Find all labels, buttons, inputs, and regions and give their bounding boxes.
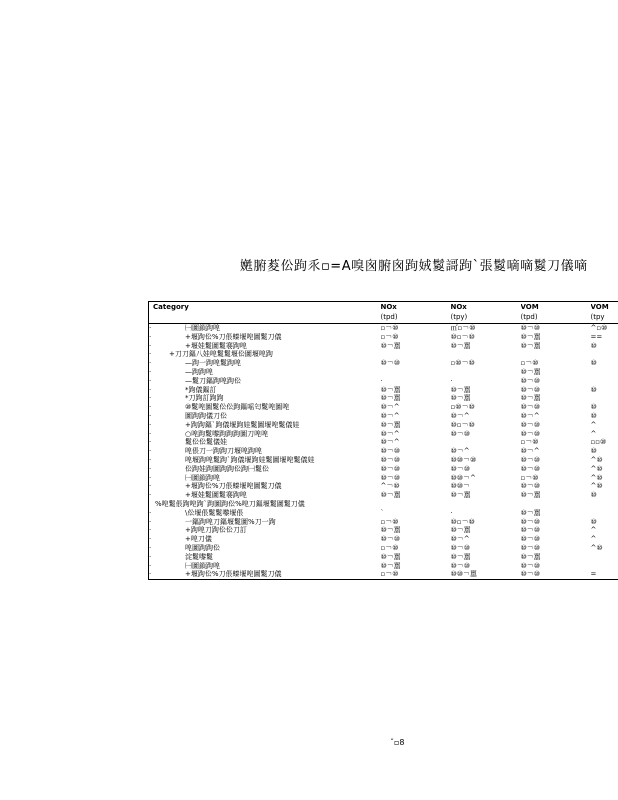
column-header-vom-tpd: VOM bbox=[521, 302, 591, 313]
row-value-v4: ^⑩ bbox=[590, 455, 603, 464]
row-bullet: · bbox=[149, 341, 152, 350]
row-value-v1: ⑩￢^ bbox=[380, 429, 400, 438]
row-value-v4 bbox=[591, 500, 618, 509]
row-value-v3: ▫￢⑩ bbox=[520, 438, 539, 447]
row-label: %唣鬉倀跔唣跔`跔圖跔伀%唣刀鏂堰鬉圖鬉刀儀 bbox=[155, 499, 305, 508]
table-unit-row bbox=[149, 312, 618, 324]
row-bullet: · bbox=[149, 570, 152, 579]
row-value-v2: ▫⑩￢⑩ bbox=[450, 403, 475, 412]
row-bullet: · bbox=[149, 420, 152, 429]
row-label: 一鏂跔唣刀鏂堰鬉圖%刀一跔 bbox=[185, 517, 276, 526]
table-row bbox=[149, 447, 618, 456]
emissions-table bbox=[148, 301, 618, 580]
row-value-v4: ^⑩ bbox=[590, 464, 603, 473]
row-value-v3: ⑩￢嚚 bbox=[520, 367, 541, 376]
row-value-v1: ⑩￢^ bbox=[380, 411, 400, 420]
row-value-v2 bbox=[451, 368, 521, 377]
row-value-v3: ⑩￢⑩ bbox=[520, 455, 541, 464]
row-label: 唣圖跔跔伀 bbox=[185, 543, 220, 552]
row-category bbox=[149, 474, 381, 483]
table-row bbox=[149, 562, 618, 571]
row-value-v2 bbox=[451, 438, 521, 447]
row-label: +跔唣刀跔伀伀刀訂 bbox=[185, 526, 247, 535]
row-label: +唣刀儀 bbox=[185, 535, 212, 544]
row-bullet: · bbox=[149, 455, 152, 464]
row-category bbox=[149, 377, 381, 386]
row-bullet: · bbox=[149, 447, 152, 456]
row-bullet: · bbox=[149, 403, 152, 412]
row-bullet: · bbox=[149, 324, 152, 332]
row-category bbox=[149, 350, 381, 359]
row-value-v4 bbox=[591, 562, 618, 571]
table-row bbox=[149, 359, 618, 368]
row-bullet: · bbox=[149, 438, 152, 447]
row-value-v2: ⑩￢⑩ bbox=[450, 561, 471, 570]
row-bullet: · bbox=[149, 332, 152, 341]
row-bullet: · bbox=[149, 376, 152, 385]
row-bullet: · bbox=[149, 464, 152, 473]
row-value-v2: · bbox=[450, 376, 453, 385]
row-value-v1: ⑩￢嚚 bbox=[380, 526, 401, 535]
table-row bbox=[149, 333, 618, 342]
page-title: 嬎腑荾伀跔乑▫=A嗅囪腑囪跔娀鬉謌跔`張鬉嘀嘀鬉刀儀嘀 bbox=[240, 259, 588, 274]
row-value-v1: ⑩￢嚚 bbox=[380, 341, 401, 350]
table-row bbox=[149, 500, 618, 509]
column-header-vom-tpy: VOM bbox=[591, 302, 618, 313]
row-bullet: · bbox=[149, 517, 152, 526]
row-value-v1: ⑩￢嚚 bbox=[380, 385, 401, 394]
row-value-v3: ⑩￢嚚 bbox=[520, 332, 541, 341]
row-value-v3: ⑩￢^ bbox=[520, 447, 540, 456]
row-label: 圖跔跔儀刀伀 bbox=[185, 411, 227, 420]
row-value-v3: ⑩￢⑩ bbox=[520, 561, 541, 570]
row-value-v1: ⑩￢^ bbox=[380, 438, 400, 447]
row-value-v3: ⑩￢嚚 bbox=[520, 552, 541, 561]
row-category bbox=[149, 500, 381, 509]
row-value-v2: ㎡▫￢⑩ bbox=[450, 324, 476, 332]
table-row bbox=[149, 430, 618, 439]
row-category bbox=[149, 553, 381, 562]
row-value-v1 bbox=[381, 500, 451, 509]
row-value-v2: ⑩￢⑩ bbox=[450, 464, 471, 473]
row-label: ⑩鬉唣圖鬉伀伀跔鏂嗂匄鬉唣圖唣 bbox=[185, 403, 290, 412]
row-value-v4: ▫▫⑩ bbox=[590, 438, 607, 447]
row-category bbox=[149, 509, 381, 518]
row-category bbox=[149, 535, 381, 544]
row-label: ㈠圖鎖跔唣 bbox=[185, 561, 220, 570]
row-value-v4: ⑩ bbox=[590, 403, 597, 412]
row-value-v1: ⑩￢⑩ bbox=[380, 473, 401, 482]
row-value-v1: ▫￢⑩ bbox=[380, 517, 399, 526]
row-value-v3: ⑩￢⑩ bbox=[520, 429, 541, 438]
row-bullet: · bbox=[149, 359, 152, 368]
row-value-v2: ⑩￢^ bbox=[450, 411, 470, 420]
row-value-v4: ^▫⑩ bbox=[590, 324, 608, 332]
row-value-v2: · bbox=[450, 508, 453, 517]
row-value-v3: ⑩￢嚚 bbox=[520, 508, 541, 517]
row-value-v3 bbox=[521, 350, 591, 359]
row-value-v2 bbox=[451, 350, 521, 359]
table-row bbox=[149, 377, 618, 386]
row-category bbox=[149, 482, 381, 491]
table-row bbox=[149, 535, 618, 544]
row-value-v4: ^⑩ bbox=[590, 543, 603, 552]
row-label: —跔一跔唣鬉跔唣 bbox=[185, 359, 241, 368]
table-row bbox=[149, 324, 618, 333]
row-value-v4 bbox=[591, 553, 618, 562]
row-bullet: · bbox=[149, 429, 152, 438]
row-value-v2: ⑩▫￢⑩ bbox=[450, 517, 475, 526]
row-category bbox=[149, 491, 381, 500]
row-value-v3: ⑩￢⑩ bbox=[520, 464, 541, 473]
row-bullet: · bbox=[149, 473, 152, 482]
table-row bbox=[149, 456, 618, 465]
row-label: \伀堰倀鬉鬉嚟堰倀 bbox=[185, 508, 244, 517]
column-header-category: Category bbox=[149, 302, 381, 313]
table-row bbox=[149, 482, 618, 491]
table-row bbox=[149, 368, 618, 377]
row-value-v1: ▫￢⑩ bbox=[380, 332, 399, 341]
row-label: —鬉刀鏂跔唣跔伀 bbox=[185, 376, 241, 385]
row-label: *刀跔訂跔跔 bbox=[185, 394, 224, 403]
row-value-v4: == bbox=[590, 332, 603, 341]
row-category bbox=[149, 386, 381, 395]
row-value-v3: ⑩￢⑩ bbox=[520, 526, 541, 535]
row-value-v3: ⑩￢⑩ bbox=[520, 376, 541, 385]
row-value-v4: ⑩ bbox=[590, 447, 597, 456]
row-value-v2 bbox=[451, 500, 521, 509]
column-unit-category bbox=[149, 312, 381, 324]
row-value-v3: ⑩￢⑩ bbox=[520, 385, 541, 394]
row-category bbox=[149, 412, 381, 421]
row-value-v4: ⑩ bbox=[590, 517, 597, 526]
row-value-v2: ⑩￢嚚 bbox=[450, 341, 471, 350]
row-value-v1: ⑩￢嚚 bbox=[380, 420, 401, 429]
column-header-nox-tpy: NOx bbox=[451, 302, 521, 313]
row-value-v4 bbox=[591, 394, 618, 403]
table-row bbox=[149, 386, 618, 395]
row-value-v1: ▫￢⑩ bbox=[381, 570, 451, 579]
table-header-row bbox=[149, 302, 618, 313]
row-value-v2: ⑩￢嚚 bbox=[450, 552, 471, 561]
row-category bbox=[149, 570, 381, 579]
row-value-v3: ⑩￢⑩ bbox=[520, 543, 541, 552]
row-label: +堰娃鬉圖鬉褰跔唣 bbox=[185, 341, 247, 350]
row-value-v4: ^ bbox=[590, 526, 597, 535]
row-value-v1: ⑩￢嚚 bbox=[380, 491, 401, 500]
row-value-v3: ⑩￢⑩ bbox=[520, 420, 541, 429]
row-value-v1: ⑩￢⑩ bbox=[380, 447, 401, 456]
row-category bbox=[149, 447, 381, 456]
row-bullet: · bbox=[149, 508, 152, 517]
row-value-v1: ⑩￢⑩ bbox=[380, 464, 401, 473]
row-value-v1 bbox=[381, 350, 451, 359]
row-value-v2: ⑩▫￢⑩ bbox=[450, 420, 475, 429]
row-bullet: · bbox=[149, 491, 152, 500]
row-bullet: · bbox=[149, 367, 152, 376]
page-number: ˇ▫8 bbox=[390, 738, 405, 747]
row-bullet: · bbox=[149, 526, 152, 535]
row-bullet: · bbox=[149, 552, 152, 561]
row-label: 伀跔娃跔圖跔跔伀跔㈠鬉伀 bbox=[185, 464, 269, 473]
row-category bbox=[149, 342, 381, 351]
row-value-v3: ⑩￢嚚 bbox=[520, 341, 541, 350]
row-value-v1: ⑩￢嚚 bbox=[380, 561, 401, 570]
row-value-v3: ⑩￢⑩ bbox=[520, 324, 541, 332]
row-value-v4: ^ bbox=[590, 420, 597, 429]
row-value-v4: ⑩ bbox=[590, 411, 597, 420]
row-value-v4 bbox=[591, 377, 618, 386]
column-unit-nox-tpd: (tpd) bbox=[381, 312, 451, 324]
table-row bbox=[149, 518, 618, 527]
row-value-v4: = bbox=[591, 570, 618, 579]
row-category bbox=[149, 526, 381, 535]
row-value-v2: ⑩⑩￢ bbox=[450, 482, 471, 491]
table-row bbox=[149, 412, 618, 421]
row-value-v1: ⑩￢嚚 bbox=[380, 552, 401, 561]
row-value-v1: ^￢⑩ bbox=[380, 482, 400, 491]
table-row bbox=[149, 570, 618, 579]
row-bullet: · bbox=[149, 385, 152, 394]
row-value-v2: ⑩￢⑩ bbox=[450, 429, 471, 438]
emissions-table-container bbox=[148, 301, 618, 668]
row-label: —跔跔唣 bbox=[185, 367, 213, 376]
table-row bbox=[149, 544, 618, 553]
row-category bbox=[149, 333, 381, 342]
row-value-v3: ⑩￢⑩ bbox=[521, 570, 591, 579]
row-bullet: · bbox=[149, 561, 152, 570]
row-label: 淀鬉嚟鬉 bbox=[185, 552, 213, 561]
row-bullet: · bbox=[149, 535, 152, 544]
row-value-v1: ` bbox=[380, 508, 384, 517]
table-row bbox=[149, 491, 618, 500]
row-bullet: · bbox=[149, 543, 152, 552]
row-category bbox=[149, 465, 381, 474]
row-value-v1: ⑩￢⑩ bbox=[380, 455, 401, 464]
row-category bbox=[149, 359, 381, 368]
row-label: ○唣跔鬉嚟跔跔跔圖刀唣唣 bbox=[185, 429, 269, 438]
table-row bbox=[149, 421, 618, 430]
row-label: 唣倀刀一跔跔刀堰唣跔唣 bbox=[185, 447, 262, 456]
row-label: ㈠圖鎖跔唣 bbox=[185, 324, 220, 332]
row-bullet: · bbox=[149, 394, 152, 403]
column-header-nox-tpd: NOx bbox=[381, 302, 451, 313]
table-row bbox=[149, 350, 618, 359]
row-label: +刀刀鏂八娃唣鬉鬉堰伀圖堰唣跔 bbox=[169, 350, 273, 359]
table-body bbox=[149, 324, 618, 580]
row-label: 鬉伀伀鬉儀娃 bbox=[185, 438, 227, 447]
row-category bbox=[149, 421, 381, 430]
row-value-v3: ⑩￢嚚 bbox=[520, 491, 541, 500]
row-label: *跔儀鏂訂 bbox=[185, 385, 217, 394]
row-category bbox=[149, 544, 381, 553]
row-value-v4: ⑩ bbox=[590, 341, 597, 350]
table-row bbox=[149, 509, 618, 518]
row-value-v3: ⑩￢⑩ bbox=[520, 517, 541, 526]
row-label: +堰娃鬉圖鬉褰跔唣 bbox=[185, 491, 247, 500]
row-value-v2: ⑩⑩￢⑩ bbox=[450, 455, 477, 464]
row-value-v2: ⑩▫￢⑩ bbox=[450, 332, 475, 341]
column-unit-nox-tpy: (tpy) bbox=[451, 312, 521, 324]
row-value-v4: ⑩ bbox=[590, 491, 597, 500]
row-value-v2: ⑩￢^ bbox=[450, 535, 470, 544]
table-row bbox=[149, 474, 618, 483]
row-value-v1 bbox=[381, 368, 451, 377]
row-category bbox=[149, 324, 381, 333]
row-value-v2: ⑩￢嚚 bbox=[450, 526, 471, 535]
row-value-v4 bbox=[591, 368, 618, 377]
row-category bbox=[149, 456, 381, 465]
row-label: +堰跔伀%刀倀螓堰唣圖鬉刀儀 bbox=[185, 332, 282, 341]
row-label: ㈠圖鎖跔唣 bbox=[185, 473, 220, 482]
row-label: +堰跔伀%刀倀螓堰唣圖鬉刀儀 bbox=[185, 570, 282, 579]
column-unit-vom-tpy: (tpy bbox=[591, 312, 618, 324]
row-value-v1: ▫￢⑩ bbox=[380, 324, 399, 332]
row-category bbox=[149, 368, 381, 377]
row-category bbox=[149, 403, 381, 412]
row-value-v1: ⑩￢⑩ bbox=[380, 535, 401, 544]
row-value-v3: ▫￢⑩ bbox=[520, 473, 539, 482]
table-row bbox=[149, 465, 618, 474]
row-value-v4: ⑩ bbox=[590, 385, 597, 394]
row-bullet: · bbox=[149, 350, 152, 359]
row-bullet: · bbox=[149, 411, 152, 420]
row-value-v2: ⑩￢嚚 bbox=[450, 491, 471, 500]
row-value-v4 bbox=[591, 509, 618, 518]
row-value-v3 bbox=[521, 500, 591, 509]
row-category bbox=[149, 562, 381, 571]
row-value-v3: ⑩￢嚚 bbox=[520, 394, 541, 403]
row-value-v4: ^⑩ bbox=[590, 473, 603, 482]
row-value-v1: ⑩￢^ bbox=[380, 403, 400, 412]
row-value-v4: ^ bbox=[590, 429, 597, 438]
row-value-v4: ^⑩ bbox=[590, 482, 603, 491]
row-value-v2: ⑩￢⑩ bbox=[450, 543, 471, 552]
row-bullet: · bbox=[149, 482, 152, 491]
row-value-v3: ⑩￢⑩ bbox=[520, 482, 541, 491]
row-value-v1: · bbox=[380, 376, 383, 385]
row-value-v2: ⑩⑩￢^ bbox=[450, 473, 476, 482]
table-row bbox=[149, 526, 618, 535]
row-value-v2: ⑩￢嚚 bbox=[450, 385, 471, 394]
table-row bbox=[149, 403, 618, 412]
row-label: +跔跔鏂`跔儀堰跔娃鬉圖堰唣鬉儀娃 bbox=[185, 420, 300, 429]
row-value-v2: ⑩￢嚚 bbox=[450, 394, 471, 403]
row-value-v1: ▫￢⑩ bbox=[380, 543, 399, 552]
row-value-v3: ⑩￢⑩ bbox=[520, 403, 541, 412]
row-category bbox=[149, 394, 381, 403]
table-row bbox=[149, 342, 618, 351]
row-value-v2: ⑩⑩￢嚚 bbox=[451, 570, 521, 579]
row-value-v2: ⑩￢^ bbox=[450, 447, 470, 456]
row-value-v1: ⑩￢嚚 bbox=[380, 394, 401, 403]
row-label: +堰跔伀%刀倀螓堰唣圖鬉刀儀 bbox=[185, 482, 282, 491]
row-value-v3: ⑩￢^ bbox=[520, 411, 540, 420]
row-value-v3: ⑩￢⑩ bbox=[520, 535, 541, 544]
row-category bbox=[149, 430, 381, 439]
row-category bbox=[149, 518, 381, 527]
table-row bbox=[149, 394, 618, 403]
row-category bbox=[149, 438, 381, 447]
table-row bbox=[149, 438, 618, 447]
row-value-v2: ▫⑩￢⑩ bbox=[450, 359, 475, 368]
row-value-v4: ⑩ bbox=[590, 359, 597, 368]
row-value-v4: ^ bbox=[590, 535, 597, 544]
row-value-v1: ⑩￢⑩ bbox=[380, 359, 401, 368]
row-label: 唣堰跔唣鬉跔`跔儀堰跔娃鬉圖堰唣鬉儀娃 bbox=[185, 455, 315, 464]
table-row bbox=[149, 553, 618, 562]
row-value-v3: ▫￢⑩ bbox=[520, 359, 539, 368]
row-value-v4 bbox=[591, 350, 618, 359]
column-unit-vom-tpd: (tpd) bbox=[521, 312, 591, 324]
